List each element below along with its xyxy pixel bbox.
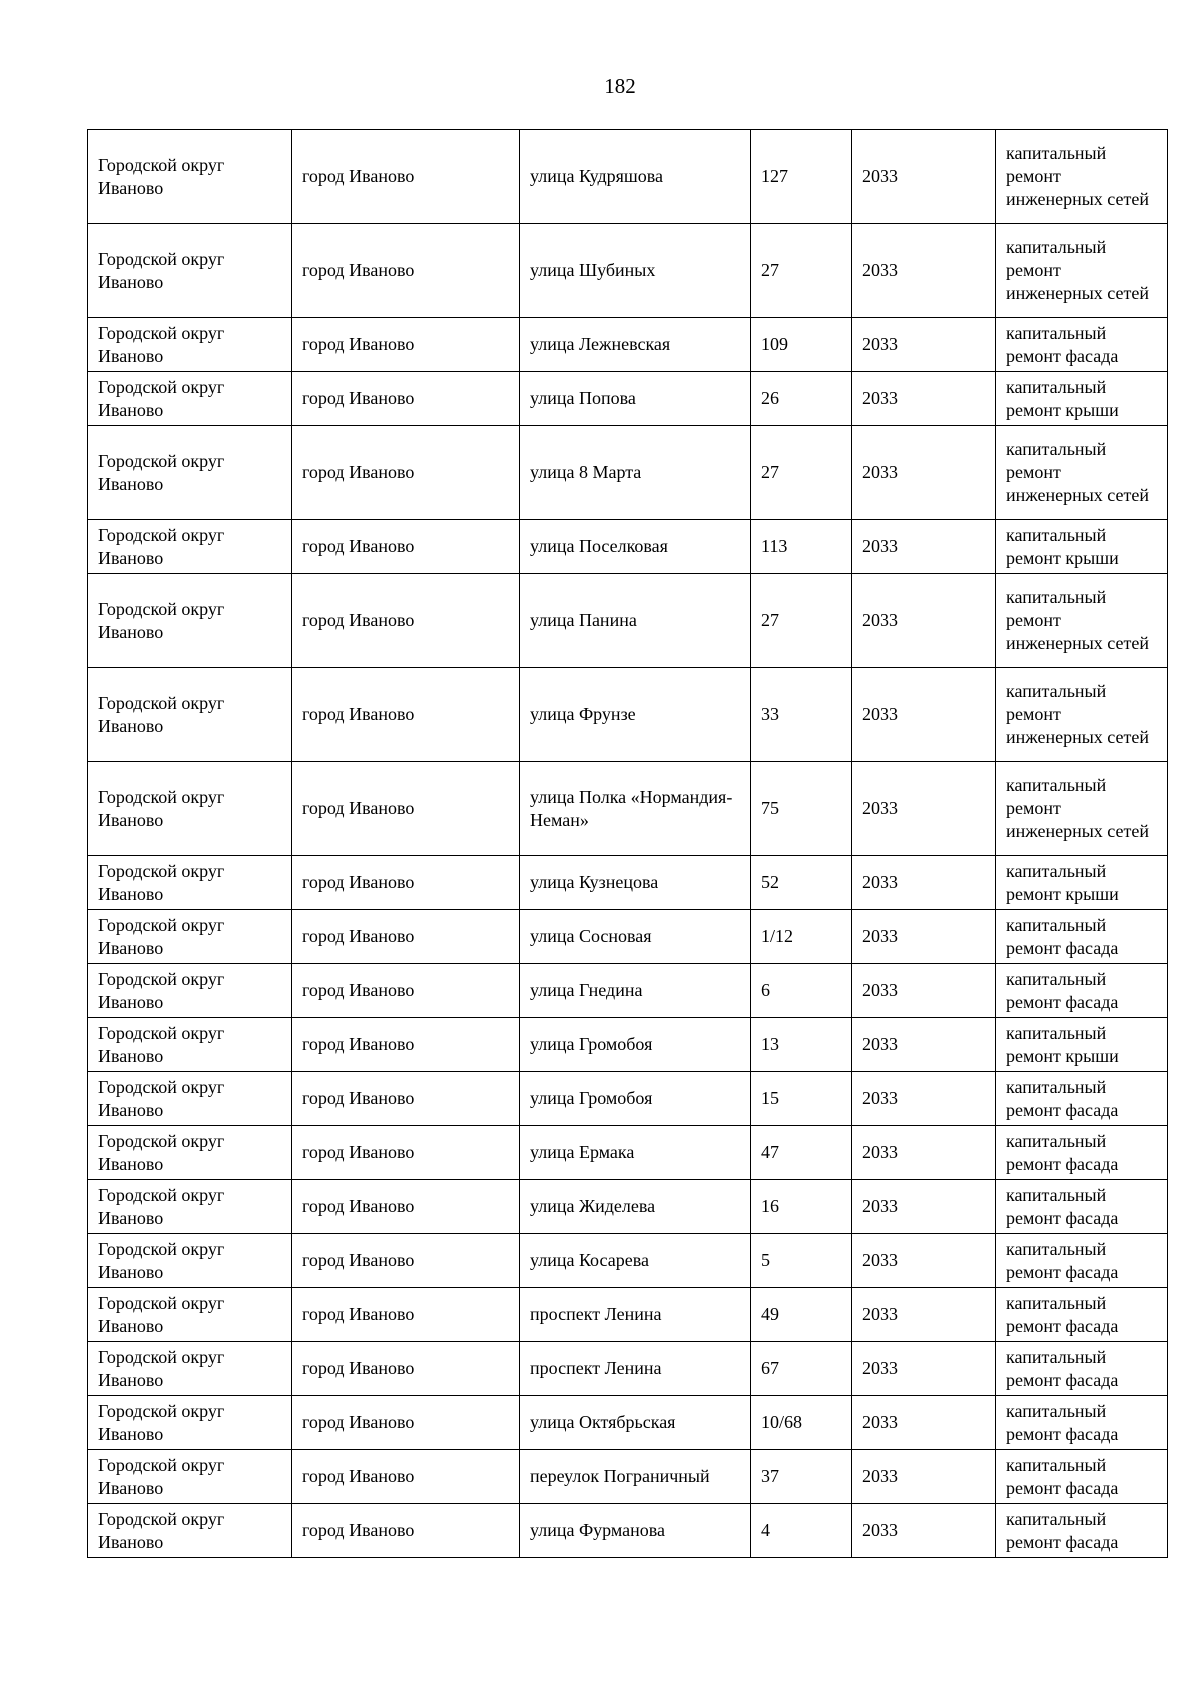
house-cell: 27: [751, 574, 852, 668]
table-row: [88, 910, 1168, 964]
table-row: [88, 762, 1168, 856]
settlement-cell: город Иваново: [292, 964, 520, 1018]
work-type-cell: капитальный ремонт фасада: [996, 1072, 1168, 1126]
table-row: [88, 1504, 1168, 1558]
settlement-cell: город Иваново: [292, 130, 520, 224]
district-cell: Городской округ Иваново: [88, 964, 292, 1018]
street-cell: улица Попова: [520, 372, 751, 426]
work-type-cell: капитальный ремонт фасада: [996, 1450, 1168, 1504]
table-row: [88, 130, 1168, 224]
work-type-cell: капитальный ремонт инженерных сетей: [996, 574, 1168, 668]
year-cell: 2033: [852, 318, 996, 372]
capital-repair-table: [87, 129, 1168, 1558]
street-cell: улица Полка «Нормандия-Неман»: [520, 762, 751, 856]
settlement-cell: город Иваново: [292, 574, 520, 668]
settlement-cell: город Иваново: [292, 1450, 520, 1504]
work-type-cell: капитальный ремонт инженерных сетей: [996, 426, 1168, 520]
house-cell: 16: [751, 1180, 852, 1234]
year-cell: 2033: [852, 520, 996, 574]
district-cell: Городской округ Иваново: [88, 520, 292, 574]
settlement-cell: город Иваново: [292, 856, 520, 910]
district-cell: Городской округ Иваново: [88, 1126, 292, 1180]
district-cell: Городской округ Иваново: [88, 1342, 292, 1396]
house-cell: 13: [751, 1018, 852, 1072]
street-cell: переулок Пограничный: [520, 1450, 751, 1504]
house-cell: 33: [751, 668, 852, 762]
year-cell: 2033: [852, 1234, 996, 1288]
house-cell: 5: [751, 1234, 852, 1288]
table-row: [88, 574, 1168, 668]
work-type-cell: капитальный ремонт инженерных сетей: [996, 762, 1168, 856]
work-type-cell: капитальный ремонт фасада: [996, 1180, 1168, 1234]
street-cell: улица Громобоя: [520, 1072, 751, 1126]
street-cell: проспект Ленина: [520, 1288, 751, 1342]
table-row: [88, 426, 1168, 520]
street-cell: улица Фрунзе: [520, 668, 751, 762]
street-cell: улица Жиделева: [520, 1180, 751, 1234]
work-type-cell: капитальный ремонт крыши: [996, 1018, 1168, 1072]
settlement-cell: город Иваново: [292, 1072, 520, 1126]
settlement-cell: город Иваново: [292, 318, 520, 372]
settlement-cell: город Иваново: [292, 668, 520, 762]
settlement-cell: город Иваново: [292, 1504, 520, 1558]
house-cell: 27: [751, 224, 852, 318]
table-row: [88, 1234, 1168, 1288]
work-type-cell: капитальный ремонт крыши: [996, 372, 1168, 426]
street-cell: улица Поселковая: [520, 520, 751, 574]
year-cell: 2033: [852, 910, 996, 964]
year-cell: 2033: [852, 1396, 996, 1450]
house-cell: 52: [751, 856, 852, 910]
house-cell: 15: [751, 1072, 852, 1126]
table-row: [88, 856, 1168, 910]
district-cell: Городской округ Иваново: [88, 1396, 292, 1450]
year-cell: 2033: [852, 574, 996, 668]
table-row: [88, 372, 1168, 426]
house-cell: 75: [751, 762, 852, 856]
street-cell: улица 8 Марта: [520, 426, 751, 520]
house-cell: 37: [751, 1450, 852, 1504]
year-cell: 2033: [852, 1126, 996, 1180]
year-cell: 2033: [852, 1018, 996, 1072]
year-cell: 2033: [852, 668, 996, 762]
table-row: [88, 318, 1168, 372]
year-cell: 2033: [852, 762, 996, 856]
work-type-cell: капитальный ремонт фасада: [996, 1504, 1168, 1558]
table-row: [88, 1126, 1168, 1180]
house-cell: 26: [751, 372, 852, 426]
district-cell: Городской округ Иваново: [88, 224, 292, 318]
district-cell: Городской округ Иваново: [88, 762, 292, 856]
work-type-cell: капитальный ремонт инженерных сетей: [996, 130, 1168, 224]
settlement-cell: город Иваново: [292, 520, 520, 574]
street-cell: проспект Ленина: [520, 1342, 751, 1396]
table-row: [88, 1288, 1168, 1342]
year-cell: 2033: [852, 130, 996, 224]
house-cell: 10/68: [751, 1396, 852, 1450]
year-cell: 2033: [852, 426, 996, 520]
table-row: [88, 1342, 1168, 1396]
table-row: [88, 668, 1168, 762]
street-cell: улица Октябрьская: [520, 1396, 751, 1450]
work-type-cell: капитальный ремонт крыши: [996, 520, 1168, 574]
work-type-cell: капитальный ремонт фасада: [996, 1288, 1168, 1342]
house-cell: 127: [751, 130, 852, 224]
street-cell: улица Сосновая: [520, 910, 751, 964]
house-cell: 1/12: [751, 910, 852, 964]
work-type-cell: капитальный ремонт фасада: [996, 1396, 1168, 1450]
table-row: [88, 1072, 1168, 1126]
district-cell: Городской округ Иваново: [88, 1450, 292, 1504]
settlement-cell: город Иваново: [292, 372, 520, 426]
table-row: [88, 1450, 1168, 1504]
street-cell: улица Фурманова: [520, 1504, 751, 1558]
year-cell: 2033: [852, 1504, 996, 1558]
work-type-cell: капитальный ремонт фасада: [996, 1126, 1168, 1180]
district-cell: Городской округ Иваново: [88, 1072, 292, 1126]
house-cell: 67: [751, 1342, 852, 1396]
settlement-cell: город Иваново: [292, 762, 520, 856]
street-cell: улица Кудряшова: [520, 130, 751, 224]
settlement-cell: город Иваново: [292, 1234, 520, 1288]
street-cell: улица Гнедина: [520, 964, 751, 1018]
street-cell: улица Лежневская: [520, 318, 751, 372]
district-cell: Городской округ Иваново: [88, 1180, 292, 1234]
settlement-cell: город Иваново: [292, 1342, 520, 1396]
year-cell: 2033: [852, 1072, 996, 1126]
street-cell: улица Шубиных: [520, 224, 751, 318]
street-cell: улица Громобоя: [520, 1018, 751, 1072]
work-type-cell: капитальный ремонт фасада: [996, 1342, 1168, 1396]
settlement-cell: город Иваново: [292, 224, 520, 318]
district-cell: Городской округ Иваново: [88, 668, 292, 762]
page-number: 182: [604, 74, 636, 98]
settlement-cell: город Иваново: [292, 426, 520, 520]
district-cell: Городской округ Иваново: [88, 1018, 292, 1072]
table-row: [88, 1396, 1168, 1450]
table-row: [88, 1180, 1168, 1234]
table-row: [88, 520, 1168, 574]
house-cell: 47: [751, 1126, 852, 1180]
year-cell: 2033: [852, 1288, 996, 1342]
year-cell: 2033: [852, 1342, 996, 1396]
district-cell: Городской округ Иваново: [88, 910, 292, 964]
district-cell: Городской округ Иваново: [88, 372, 292, 426]
district-cell: Городской округ Иваново: [88, 574, 292, 668]
settlement-cell: город Иваново: [292, 1288, 520, 1342]
settlement-cell: город Иваново: [292, 1180, 520, 1234]
table-row: [88, 964, 1168, 1018]
street-cell: улица Кузнецова: [520, 856, 751, 910]
district-cell: Городской округ Иваново: [88, 318, 292, 372]
settlement-cell: город Иваново: [292, 910, 520, 964]
district-cell: Городской округ Иваново: [88, 426, 292, 520]
work-type-cell: капитальный ремонт крыши: [996, 856, 1168, 910]
house-cell: 6: [751, 964, 852, 1018]
table-row: [88, 1018, 1168, 1072]
street-cell: улица Косарева: [520, 1234, 751, 1288]
year-cell: 2033: [852, 964, 996, 1018]
district-cell: Городской округ Иваново: [88, 1288, 292, 1342]
work-type-cell: капитальный ремонт фасада: [996, 318, 1168, 372]
district-cell: Городской округ Иваново: [88, 1234, 292, 1288]
house-cell: 109: [751, 318, 852, 372]
work-type-cell: капитальный ремонт инженерных сетей: [996, 668, 1168, 762]
work-type-cell: капитальный ремонт фасада: [996, 964, 1168, 1018]
work-type-cell: капитальный ремонт фасада: [996, 910, 1168, 964]
district-cell: Городской округ Иваново: [88, 856, 292, 910]
district-cell: Городской округ Иваново: [88, 1504, 292, 1558]
street-cell: улица Ермака: [520, 1126, 751, 1180]
work-type-cell: капитальный ремонт фасада: [996, 1234, 1168, 1288]
house-cell: 4: [751, 1504, 852, 1558]
street-cell: улица Панина: [520, 574, 751, 668]
year-cell: 2033: [852, 224, 996, 318]
year-cell: 2033: [852, 856, 996, 910]
work-type-cell: капитальный ремонт инженерных сетей: [996, 224, 1168, 318]
house-cell: 27: [751, 426, 852, 520]
district-cell: Городской округ Иваново: [88, 130, 292, 224]
year-cell: 2033: [852, 1450, 996, 1504]
table-row: [88, 224, 1168, 318]
year-cell: 2033: [852, 372, 996, 426]
house-cell: 49: [751, 1288, 852, 1342]
house-cell: 113: [751, 520, 852, 574]
year-cell: 2033: [852, 1180, 996, 1234]
settlement-cell: город Иваново: [292, 1126, 520, 1180]
settlement-cell: город Иваново: [292, 1396, 520, 1450]
settlement-cell: город Иваново: [292, 1018, 520, 1072]
